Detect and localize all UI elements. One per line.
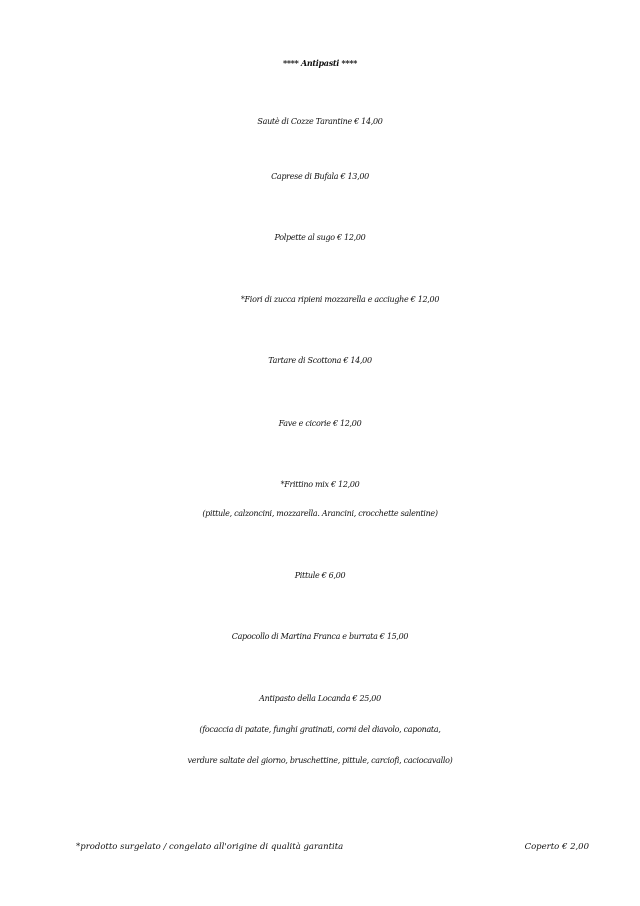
menu-item-frittino-detail: (pittule, calzoncini, mozzarella. Arancini, crocchette salentine)	[202, 509, 438, 518]
menu-item-tartare: Tartare di Scottona € 14,00	[268, 356, 372, 365]
menu-item-caprese: Caprese di Bufala € 13,00	[271, 172, 369, 181]
menu-item-pittule: Pittule € 6,00	[294, 571, 346, 580]
coperto-price: Coperto € 2,00	[524, 842, 589, 852]
menu-item-capocollo: Capocollo di Martina Franca e burrata € 15,00	[231, 632, 409, 641]
menu-item-frittino: *Frittino mix € 12,00	[280, 480, 360, 489]
menu-item-fave: Fave e cicorie € 12,00	[278, 419, 362, 428]
menu-item-fiori-di-zucca: *Fiori di zucca ripieni mozzarella e acciughe € 12,00	[240, 295, 440, 304]
menu-item-antipasto-detail-2: verdure saltate del giorno, bruschettine, pittule, carciofi, caciocavallo)	[187, 756, 453, 765]
menu-item-antipasto-locanda: Antipasto della Locanda € 25,00	[259, 694, 381, 703]
frozen-product-note: *prodotto surgelato / congelato all'origine di qualità garantita	[76, 842, 344, 852]
menu-item-antipasto-detail-1: (focaccia di patate, funghi gratinati, corni del diavolo, caponata,	[199, 725, 441, 734]
menu-item-cozze: Sautè di Cozze Tarantine € 14,00	[257, 117, 383, 126]
menu-title: **** Antipasti ****	[282, 58, 358, 68]
menu-item-polpette: Polpette al sugo € 12,00	[274, 233, 366, 242]
